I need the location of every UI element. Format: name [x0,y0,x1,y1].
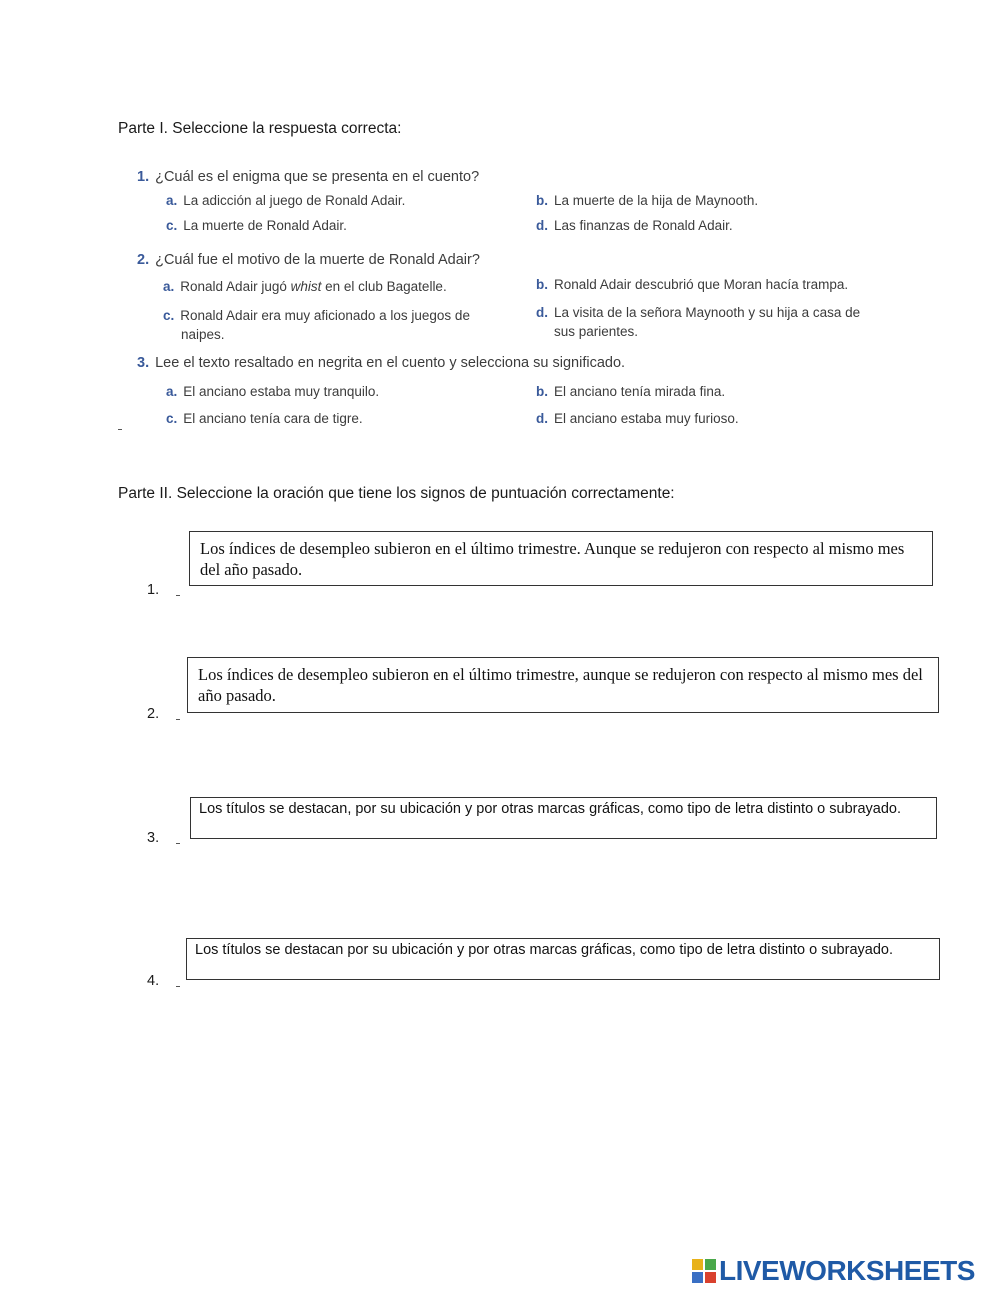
option-letter: b. [536,384,548,399]
sentence-text: Los índices de desempleo subieron en el último trimestre. Aunque se redujeron con respecto al mismo mes del año pasado. [200,539,905,579]
q1-option-c[interactable] [166,216,347,235]
question-number: 1. [137,169,150,185]
option-letter: b. [536,193,548,208]
option-text-start: Ronald Adair jugó [180,279,291,294]
sentence-option-4[interactable] [186,938,940,980]
option-text: El anciano tenía cara de tigre. [183,411,363,426]
option-letter: d. [536,411,548,426]
q2-option-d[interactable] [536,303,860,341]
sentence-option-2[interactable] [187,657,939,713]
sentence-option-1[interactable] [189,531,933,586]
logo-text: LIVEWORKSHEETS [719,1255,975,1286]
marker-tick [118,429,122,430]
question-text: ¿Cuál fue el motivo de la muerte de Ronald Adair? [155,252,480,268]
option-text-line2: sus parientes. [554,324,639,339]
question-number: 3. [137,355,150,371]
option-letter: c. [166,218,178,233]
question-number: 2. [137,252,150,268]
option-text: La muerte de Ronald Adair. [183,218,347,233]
option-text: Las finanzas de Ronald Adair. [554,218,733,233]
option-text: La adicción al juego de Ronald Adair. [183,193,406,208]
option-letter: a. [166,193,178,208]
option-text: El anciano estaba muy tranquilo. [183,384,380,399]
option-letter: c. [163,308,175,323]
logo-mark-icon [692,1259,716,1283]
option-letter: b. [536,277,548,292]
marker-tick [176,843,180,844]
option-text-line1: La visita de la señora Maynooth y su hija a casa de [554,305,861,320]
option-letter: d. [536,305,548,320]
q2-option-a[interactable] [163,277,447,296]
q1-option-b[interactable] [536,191,758,210]
question-1 [137,169,479,185]
logo-mark-q1 [692,1259,703,1270]
q3-option-d[interactable] [536,409,739,428]
option-text: El anciano tenía mirada fina. [554,384,726,399]
option-text: La muerte de la hija de Maynooth. [554,193,759,208]
item-number: 2. [147,706,160,722]
question-2 [137,252,480,268]
q3-option-b[interactable] [536,382,725,401]
q2-option-b[interactable] [536,275,848,294]
sentence-text: Los títulos se destacan por su ubicación y por otras marcas gráficas, como tipo de letra distinto o subrayado. [195,942,893,958]
part2-title: Parte II. Seleccione la oración que tiene los signos de puntuación correctamente: [118,485,675,502]
option-letter: d. [536,218,548,233]
q3-option-a[interactable] [166,382,379,401]
option-letter: a. [166,384,178,399]
logo-mark-q4 [705,1272,716,1283]
logo-mark-q2 [705,1259,716,1270]
q3-option-c[interactable] [166,409,363,428]
part1-title: Parte I. Seleccione la respuesta correcta: [118,120,402,137]
option-text: El anciano estaba muy furioso. [554,411,739,426]
logo-mark-q3 [692,1272,703,1283]
q1-option-a[interactable] [166,191,405,210]
marker-tick [176,719,180,720]
option-letter: a. [163,279,175,294]
question-text: ¿Cuál es el enigma que se presenta en el cuento? [155,169,480,185]
marker-tick [176,986,180,987]
q1-option-d[interactable] [536,216,733,235]
sentence-text: Los índices de desempleo subieron en el último trimestre, aunque se redujeron con respecto al mismo mes del año pasado. [198,665,923,705]
option-text-line2: naipes. [181,327,225,342]
sentence-text: Los títulos se destacan, por su ubicación y por otras marcas gráficas, como tipo de letra distinto o subrayado. [199,801,902,817]
item-number: 4. [147,973,160,989]
item-number: 1. [147,582,160,598]
option-text-italic: whist [290,279,322,294]
option-text-end: en el club Bagatelle. [321,279,447,294]
item-number: 3. [147,830,160,846]
question-text: Lee el texto resaltado en negrita en el cuento y selecciona su significado. [155,355,626,371]
q2-option-c[interactable] [163,306,470,344]
option-text: Ronald Adair descubrió que Moran hacía trampa. [554,277,849,292]
sentence-option-3[interactable] [190,797,937,839]
liveworksheets-logo [692,1255,975,1287]
question-3 [137,355,625,371]
option-letter: c. [166,411,178,426]
marker-tick [176,595,180,596]
option-text-line1: Ronald Adair era muy aficionado a los juegos de [180,308,470,323]
